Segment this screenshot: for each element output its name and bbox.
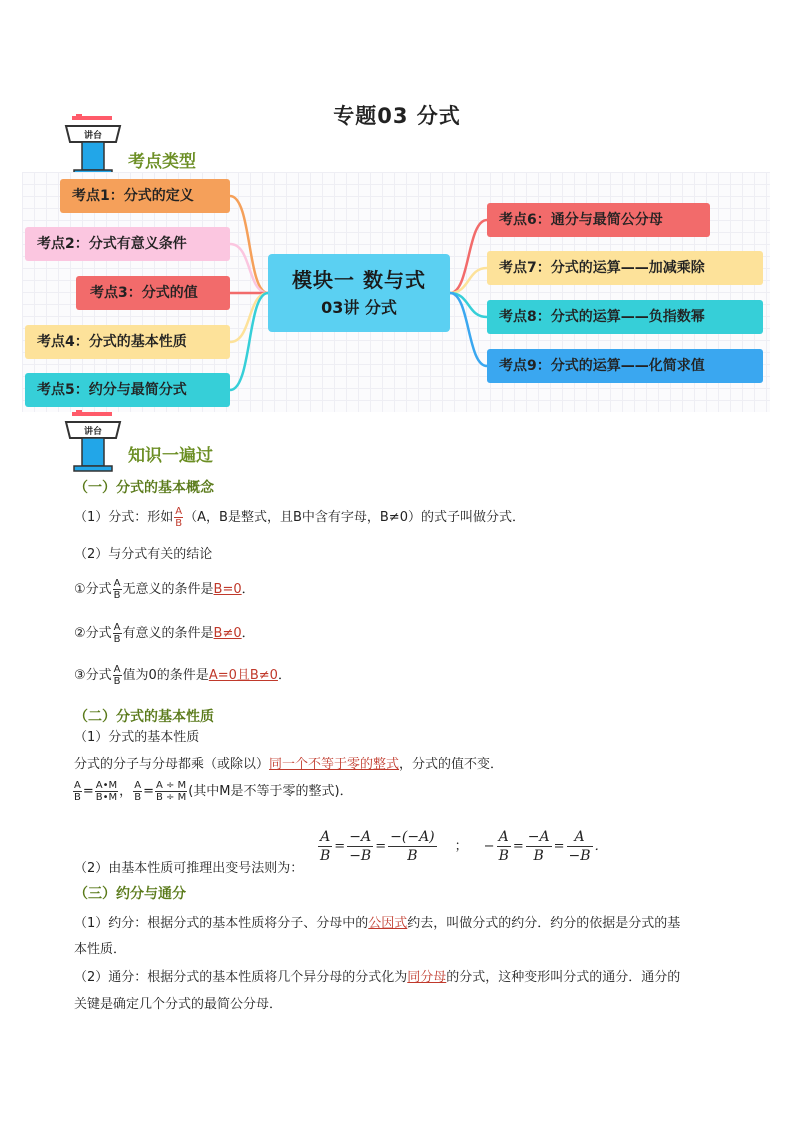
lectern-label: 讲台 [83, 131, 103, 141]
heading-basic-concept: （一）分式的基本概念 [74, 480, 214, 496]
lectern-icon [62, 408, 124, 478]
node-exam-point-6: 考点6：通分与最简公分母 [487, 203, 710, 237]
sign-rule-formula: $\frac{A}{B}$ = $\frac{-A}{-B}$ = $\frac{-(-A)}{B}$ ； − $\frac{A}{B}$ = $\frac{-A}{B}$ = $\frac{A}{-B}$ ． [320, 829, 608, 864]
property-subheading: （1）分式的基本性质 [74, 730, 200, 745]
conclusion-2: ②分式 $\frac{A}{B}$ 有意义的条件是B≠0． [74, 622, 255, 645]
fraction-a-over-b: $\frac{A}{B}$ [175, 506, 183, 529]
common-denominator-text-line2: 关键是确定几个分式的最简公分母． [74, 997, 283, 1012]
conclusion-3: ③分式 $\frac{A}{B}$ 值为0的条件是A=0且B≠0． [74, 664, 291, 687]
node-exam-point-2: 考点2：分式有意义条件 [25, 227, 230, 261]
reduction-text-line2: 本性质． [74, 942, 127, 957]
heading-basic-property: （二）分式的基本性质 [74, 709, 214, 725]
section-heading-knowledge: 知识一遍过 [128, 446, 213, 466]
section-heading-exam-types: 考点类型 [128, 152, 196, 172]
center-title: 模块一 数与式 [292, 268, 426, 292]
center-subtitle: 03讲 分式 [321, 298, 397, 317]
reduction-text: （1）约分：根据分式的基本性质将分子、分母中的公因式约去，叫做分式的约分．约分的依据是分式的基 [74, 916, 681, 931]
node-exam-point-7: 考点7：分式的运算——加减乘除 [487, 251, 763, 285]
conclusions-heading: （2）与分式有关的结论 [74, 547, 213, 562]
node-exam-point-9: 考点9：分式的运算——化简求值 [487, 349, 763, 383]
node-exam-point-8: 考点8：分式的运算——负指数幂 [487, 300, 763, 334]
page-title: 专题03 分式 [333, 104, 461, 128]
sign-rule-label: （2）由基本性质可推理出变号法则为： [74, 861, 304, 876]
property-text: 分式的分子与分母都乘（或除以）同一个不等于零的整式，分式的值不变． [74, 757, 504, 772]
node-exam-point-1: 考点1：分式的定义 [60, 179, 230, 213]
definition-line: （1）分式：形如 $\frac{A}{B}$ （A，B是整式，且B中含有字母，B≠0）的式子叫做分式． [74, 506, 525, 529]
conclusion-1: ①分式 $\frac{A}{B}$ 无意义的条件是B=0． [74, 578, 255, 601]
node-exam-point-3: 考点3：分式的值 [76, 276, 230, 310]
mind-map-center-node [268, 254, 450, 332]
node-exam-point-5: 考点5：约分与最简分式 [25, 373, 230, 407]
property-formula: $\frac{A}{B}$ = $\frac{A•M}{B•M}$ ， $\frac{A}{B}$ = $\frac{A \div M}{B \div M}$ (其中M是不等于零的整式)． [74, 780, 353, 803]
mind-map [22, 172, 770, 412]
node-exam-point-4: 考点4：分式的基本性质 [25, 325, 230, 359]
lectern-label: 讲台 [83, 427, 103, 437]
heading-reduction-and-common-denominator: （三）约分与通分 [74, 886, 186, 902]
common-denominator-text: （2）通分：根据分式的基本性质将几个异分母的分式化为同分母的分式，这种变形叫分式的通分．通分的 [74, 970, 681, 985]
